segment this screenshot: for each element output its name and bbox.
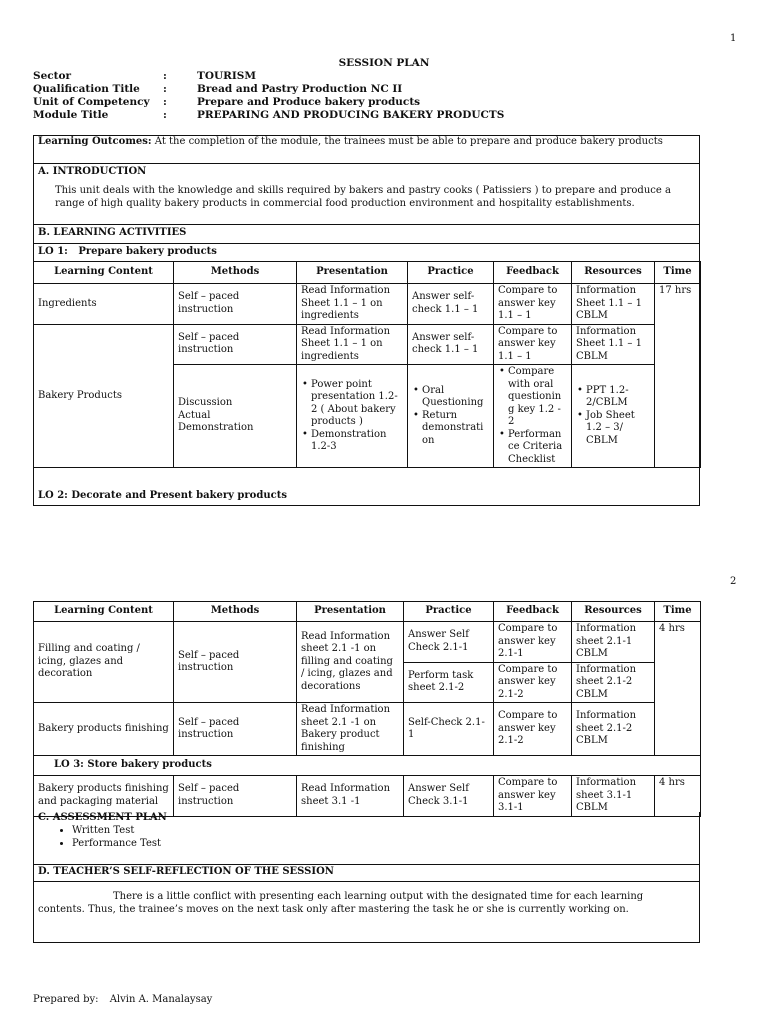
- reflection-text: There is a little conflict with presenting each learning output with the designated time for each learning contents. Thus, the trainee’s moves on the next task only after mastering the task he or she is currently working on.: [38, 891, 644, 915]
- prepared-by: Prepared by: Alvin A. Manalaysay: [33, 994, 213, 1005]
- practice-cell: • Oral Questioning • Return demonstrati on: [408, 365, 494, 468]
- resources-cell: • PPT 1.2-2/CBLM • Job Sheet 1.2 – 3/ CBLM: [572, 365, 655, 468]
- table-header-row: Learning Content Methods Presentation Practice Feedback Resources Time: [34, 602, 701, 622]
- activities-heading: B. LEARNING ACTIVITIES: [38, 227, 187, 238]
- table-row: Perform task sheet 2.1-2 Compare to answer key 2.1-2 Information sheet 2.1-2 CBLM: [34, 662, 701, 703]
- page-number-2: 2: [730, 576, 737, 587]
- table-row: Bakery Products Self – paced instruction Read Information Sheet 1.1 – 1 on ingredients Answer self-check 1.1 – 1 Compare to answer key 1.1 – 1 Information Sheet 1.1 – 1 CBLM: [34, 324, 701, 365]
- table-header-row: Learning Content Methods Presentation Practice Feedback Resources Time: [34, 262, 701, 284]
- assessment-heading: C. ASSESSMENT PLAN: [38, 812, 167, 823]
- table-row: Filling and coating / icing, glazes and decoration Self – paced instruction Read Information sheet 2.1 -1 on filling and coating / icing, glazes and decorations Answer Self Check 2.1-1 Compare to answer key 2.1-1 Information sheet 2.1-1 CBLM 4 hrs: [34, 622, 701, 663]
- session-plan-title: SESSION PLAN: [338, 57, 430, 69]
- list-item: • Performance Test: [72, 838, 161, 851]
- feedback-cell: • Compare with oral questionin g key 1.2 - 2 • Performan ce Criteria Checklist: [494, 365, 572, 468]
- table-row: Ingredients Self – paced instruction Read Information Sheet 1.1 – 1 on ingredients Answer self-check 1.1 – 1 Compare to answer key 1.1 – 1 Information Sheet 1.1 – 1 CBLM 17 hrs: [34, 284, 701, 325]
- assessment-list: [55, 825, 161, 850]
- methods-cell: Discussion Actual Demonstration: [174, 365, 297, 468]
- table-row: Bakery products finishing Self – paced instruction Read Information sheet 2.1 -1 on Bakery product finishing Self-Check 2.1-1 Compare to answer key 2.1-2 Information sheet 2.1-2 CBLM: [34, 703, 701, 756]
- intro-heading: A. INTRODUCTION: [38, 166, 147, 177]
- lo2-table: [33, 601, 701, 817]
- list-item: • Written Test: [72, 825, 161, 838]
- lo2-heading: LO 2: Decorate and Present bakery products: [38, 490, 287, 501]
- lo3-row: LO 3: Store bakery products: [34, 756, 701, 776]
- reflection-heading: D. TEACHER’S SELF-REFLECTION OF THE SESSION: [38, 866, 334, 877]
- intro-text: This unit deals with the knowledge and skills required by bakers and pastry cooks ( Patissiers ) to prepare and produce a range of high quality bakery products in commercial food production environment and hospitality establishments.: [55, 185, 671, 209]
- table-row: Bakery products finishing and packaging material Self – paced instruction Read Information sheet 3.1 -1 Answer Self Check 3.1-1 Compare to answer key 3.1-1 Information sheet 3.1-1 CBLM 4 hrs: [34, 776, 701, 817]
- presentation-cell: • Power point presentation 1.2-2 ( About bakery products ) • Demonstration 1.2-3: [297, 365, 408, 468]
- learning-outcomes: Learning Outcomes: At the completion of the module, the trainees must be able to prepare and produce bakery products: [38, 136, 663, 147]
- lo1-heading: LO 1: Prepare bakery products: [38, 246, 217, 257]
- lo1-table: [33, 261, 701, 468]
- page-number-1: 1: [730, 33, 737, 44]
